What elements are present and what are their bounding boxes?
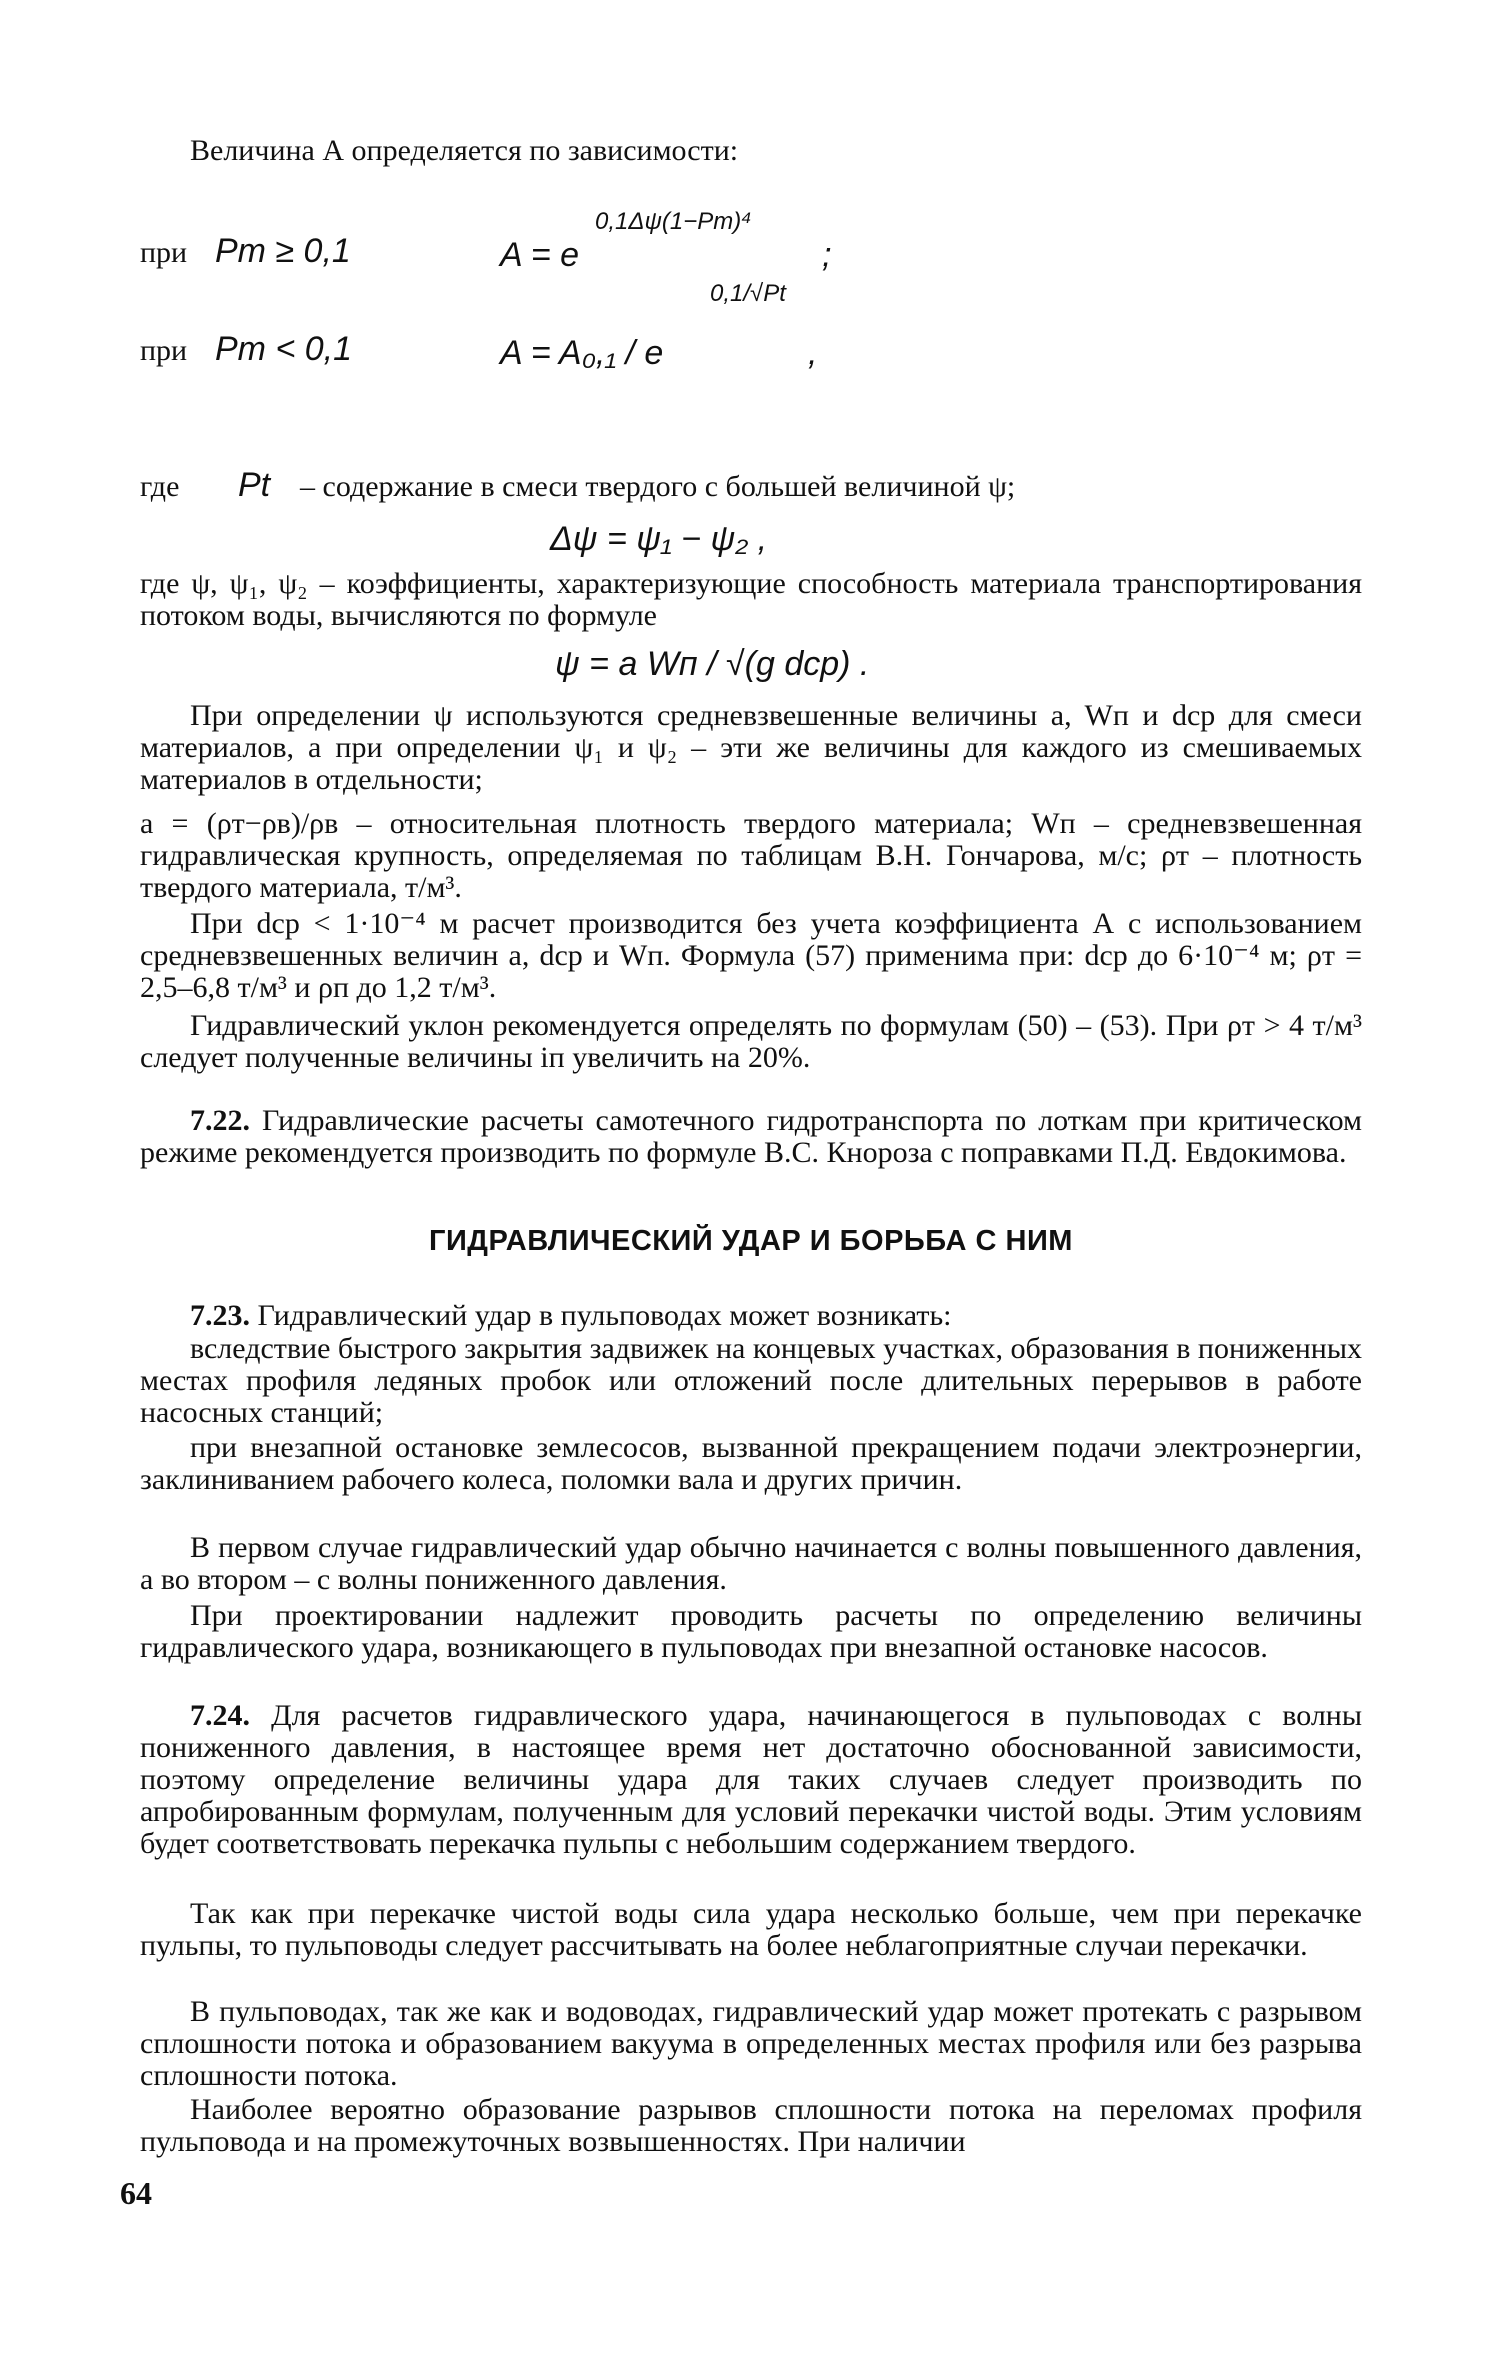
where1-symbol: Pt [238,466,271,504]
paragraph-7-22 [140,1105,1362,1169]
clause-text: Для расчетов гидравлического удара, начинающегося в пульповодах с волны пониженного давления, в настоящее время нет достаточно обоснованной зависимости, поэтому определение величины удара для таких случаев следует производить по апробированным формулам, полученным для условий перекачки чистой воды. Этим условиям будет соответствовать перекачка пульпы с небольшим содержанием твердого. [140,1699,1363,1860]
paragraph-rupture: В пульповодах, так же как и водоводах, гидравлический удар может протекать с разрывом сплошности потока и образованием вакуума в определенных местах профиля или без разрыва сплошности потока. [140,1995,1362,2092]
intro-text: Величина А определяется по зависимости: [190,134,739,167]
paragraph-probable: Наиболее вероятно образование разрывов сплошности потока на переломах профиля пульповода и на промежуточных возвышенностях. При наличии [140,2093,1362,2158]
paragraph-definition: При определении ψ используются средневзвешенные величины a, Wп и dср для смеси материалов, а при определении ψ₁ и ψ₂ – эти же величины для каждого из смешиваемых материалов в отдельности; [140,699,1362,796]
paragraph-first-case: В первом случае гидравлический удар обычно начинается с волны повышенного давления, а во втором – с волны пониженного давления. [140,1531,1362,1596]
clause-number: 7.24. [190,1699,250,1732]
cond1-label: при [140,236,188,269]
paragraph-clean-water: Так как при перекачке чистой воды сила удара несколько больше, чем при перекачке пульпы, то пульповоды следует рассчитывать на более неблагоприятные случаи перекачки. [140,1897,1362,1962]
delta-formula: Δψ = ψ₁ − ψ₂ , [550,520,768,558]
page-number: 64 [120,2175,152,2211]
cond1-exponent: 0,1Δψ(1−Pт)⁴ [595,208,752,235]
cond1-formula: A = e [500,236,580,274]
paragraph-causes-2: при внезапной остановке землесосов, вызванной прекращением подачи электроэнергии, заклиниванием рабочего колеса, поломки вала и других причин. [140,1431,1362,1496]
cond2-end: , [808,334,818,372]
cond2-exponent: 0,1/√Pt [710,280,786,307]
cond1-end: ; [822,236,832,274]
clause-number: 7.22. [190,1104,250,1137]
paragraph-dcp: При dср < 1·10⁻⁴ м расчет производится без учета коэффициента А с использованием средневзвешенных величин a, dср и Wп. Формула (57) применима при: dср до 6·10⁻⁴ м; ρт = 2,5–6,8 т/м³ и ρп до 1,2 т/м³. [140,907,1362,1004]
section-heading: ГИДРАВЛИЧЕСКИЙ УДАР И БОРЬБА С НИМ [429,1225,1073,1257]
cond2-formula: A = A₀,₁ / e [500,334,664,372]
paragraph-causes-1: вследствие быстрого закрытия задвижек на концевых участках, образования в пониженных местах профиля ледяных пробок или отложений после длительных перерывов в работе насосных станций; [140,1332,1362,1429]
where1-text: – содержание в смеси твердого с большей величиной ψ; [300,470,1016,503]
where1-lead: где [140,470,180,503]
where2-text: где ψ, ψ₁, ψ₂ – коэффициенты, характеризующие способность материала транспортирования потоком воды, вычисляются по формуле [140,567,1362,632]
paragraph-density: a = (ρт−ρв)/ρв – относительная плотность твердого материала; Wп – средневзвешенная гидравлическая крупность, определяемая по таблицам В.Н. Гончарова, м/с; ρт – плотность твердого материала, т/м³. [140,807,1362,904]
clause-number: 7.23. [190,1299,250,1332]
paragraph-7-24 [140,1700,1362,1860]
paragraph-slope: Гидравлический уклон рекомендуется определять по формулам (50) – (53). При ρт > 4 т/м³ следует полученные величины iп увеличить на 20%. [140,1009,1362,1074]
paragraph-7-23 [140,1300,1362,1332]
clause-text: Гидравлический удар в пульповодах может возникать: [257,1299,952,1332]
cond1-condition: Pт ≥ 0,1 [215,232,351,270]
psi-formula: ψ = a Wп / √(g dср) . [555,645,870,683]
paragraph-design: При проектировании надлежит проводить расчеты по определению величины гидравлического удара, возникающего в пульповодах при внезапной остановке насосов. [140,1599,1362,1664]
clause-text: Гидравлические расчеты самотечного гидротранспорта по лоткам при критическом режиме рекомендуется производить по формуле В.С. Кнороза с поправками П.Д. Евдокимова. [140,1104,1363,1169]
cond2-label: при [140,334,188,367]
cond2-condition: Pт < 0,1 [215,330,353,368]
